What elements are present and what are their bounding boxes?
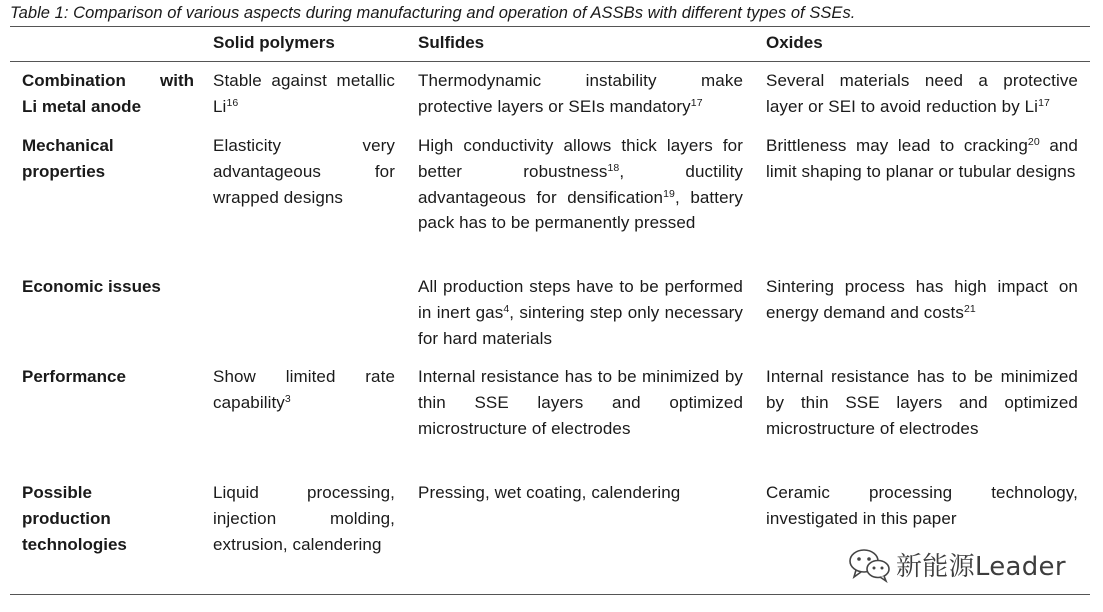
cell-performance-solid-polymers [213,364,395,416]
watermark-text: 新能源Leader [896,552,1066,582]
cell-text: Pressing, wet coating, calendering [418,483,681,502]
cell-performance-oxides [766,364,1078,441]
table-header-rule [10,61,1090,62]
cell-production-oxides [766,480,1078,532]
cell-text: Stable against metallic Li [213,71,395,116]
cell-text: Liquid processing, injection molding, extrusion, calendering [213,483,395,554]
cell-economic-oxides [766,274,1078,326]
cell-text: , sintering step only necessary for hard materials [418,302,743,348]
row-header-line: Economic issues [22,277,161,296]
cell-li-anode-oxides [766,68,1078,120]
row-header-mechanical [22,133,194,185]
cell-mechanical-oxides [766,133,1078,185]
table-top-rule [10,26,1090,27]
row-header-li-anode [22,68,194,120]
cell-economic-sulfides [418,274,743,351]
reference-mark: 19 [663,187,675,200]
table-bottom-rule [10,594,1090,595]
cell-text: Brittleness may lead to cracking [766,136,1028,155]
cell-mechanical-solid-polymers [213,133,395,210]
row-header-line: Li metal anode [22,96,142,116]
cell-text: , ductility advantageous for densification [418,161,743,207]
cell-text: High conductivity allows thick layers for better robustness [418,136,743,181]
cell-text: Internal resistance has to be minimized by thin SSE layers and optimized microstructure of electrodes [418,367,743,438]
cell-production-solid-polymers [213,480,395,557]
cell-text: Thermodynamic instability make protective layers or SEIs mandatory [418,71,743,116]
reference-mark: 17 [690,96,703,109]
cell-mechanical-sulfides [418,133,743,236]
cell-production-sulfides [418,480,743,506]
cell-text: Several materials need a protective layer or SEI to avoid reduction by Li [766,71,1078,116]
cell-text: Ceramic processing technology, investigated in this paper [766,483,1078,528]
cell-li-anode-solid-polymers [213,68,395,120]
column-header-sulfides: Sulfides [418,33,485,52]
reference-mark: 4 [503,302,510,315]
cell-text: Internal resistance has to be minimized by thin SSE layers and optimized microstructure of electrodes [766,367,1078,438]
cell-text: All production steps have to be performed in inert gas [418,277,743,322]
reference-mark: 17 [1038,96,1050,109]
cell-text: and limit shaping to planar or tubular designs [766,136,1078,181]
reference-mark: 21 [963,302,976,315]
reference-mark: 3 [284,392,291,405]
cell-text: Show limited rate capability [213,367,395,412]
row-header-line: properties [22,161,106,181]
row-header-line: Performance [22,367,126,386]
row-header-performance [22,364,194,390]
wechat-icon [848,547,892,583]
cell-text: Elasticity very advantageous for wrapped designs [213,136,395,207]
row-header-economic [22,274,194,300]
row-header-line: Possible [22,483,92,502]
cell-li-anode-sulfides [418,68,743,120]
row-header-line: technologies [22,534,127,554]
cell-text: , battery pack has to be permanently pressed [418,187,743,233]
cell-text: Sintering process has high impact on energy demand and costs [766,277,1078,322]
column-header-solid-polymers: Solid polymers [213,33,335,52]
row-header-line: Combination with [22,71,194,90]
reference-mark: 16 [226,96,239,109]
cell-performance-sulfides [418,364,743,441]
row-header-line: Mechanical [22,136,114,155]
row-header-production [22,480,194,557]
row-header-line: production [22,508,111,528]
reference-mark: 18 [607,161,620,174]
column-header-oxides: Oxides [766,33,823,52]
table-caption: Table 1: Comparison of various aspects during manufacturing and operation of ASSBs with different types of SSEs. [10,4,856,22]
watermark [848,546,1066,583]
reference-mark: 20 [1027,136,1040,148]
